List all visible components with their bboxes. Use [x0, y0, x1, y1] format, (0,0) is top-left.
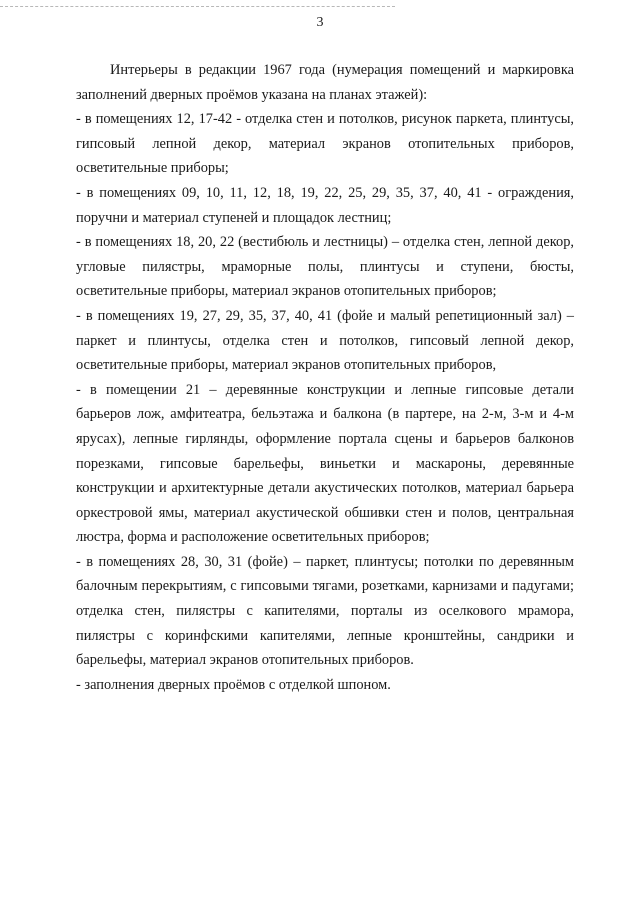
intro-paragraph: Интерьеры в редакции 1967 года (нумерация помещений и маркировка заполнений дверных проёмов указана на планах этажей):	[76, 62, 574, 103]
list-item-rooms-12-17-42: - в помещениях 12, 17-42 - отделка стен и потолков, рисунок паркета, плинтусы, гипсовый лепной декор, материал экранов отопительных приборов, осветительные приборы;	[76, 111, 574, 177]
list-item-door-fillings: - заполнения дверных проёмов с отделкой шпоном.	[76, 676, 391, 693]
document-body	[76, 58, 574, 697]
top-header-rule	[0, 6, 395, 7]
list-item-foyer-28-30-31: - в помещениях 28, 30, 31 (фойе) – паркет, плинтусы; потолки по деревянным балочным перекрытиям, с гипсовыми тягами, розетками, карнизами и падугами; отделка стен, пилястры с капителями, порталы из оселкового мрамора, пилястры с коринфскими капителями, лепные кронштейны, сандрики и барельефы, материал экранов отопительных приборов.	[76, 553, 574, 669]
list-item-staircases: - в помещениях 09, 10, 11, 12, 18, 19, 22, 25, 29, 35, 37, 40, 41 - ограждения, поручни и материал ступеней и площадок лестниц;	[76, 184, 574, 226]
list-item-room-21: - в помещении 21 – деревянные конструкции и лепные гипсовые детали барьеров лож, амфитеатра, бельэтажа и балкона (в партере, на 2-м, 3-м и 4-м ярусах), лепные гирлянды, оформление портала сцены и барьеров балконов порезками, гипсовые барельефы, виньетки и маскароны, деревянные конструкции и архитектурные детали акустических потолков, материал барьера оркестровой ямы, материал акустической обшивки стен и полов, центральная люстра, форма и расположение осветительных приборов;	[76, 381, 574, 546]
page-number: 3	[316, 15, 324, 30]
list-item-vestibule: - в помещениях 18, 20, 22 (вестибюль и лестницы) – отделка стен, лепной декор, угловые пилястры, мраморные полы, плинтусы и ступени, бюсты, осветительные приборы, материал экранов отопительных приборов;	[76, 234, 574, 300]
list-item-foyer-rehearsal-hall: - в помещениях 19, 27, 29, 35, 37, 40, 41 (фойе и малый репетиционный зал) – паркет и плинтусы, отделка стен и потолков, гипсовый лепной декор, осветительные приборы, материал экранов отопительных приборов,	[76, 307, 574, 374]
